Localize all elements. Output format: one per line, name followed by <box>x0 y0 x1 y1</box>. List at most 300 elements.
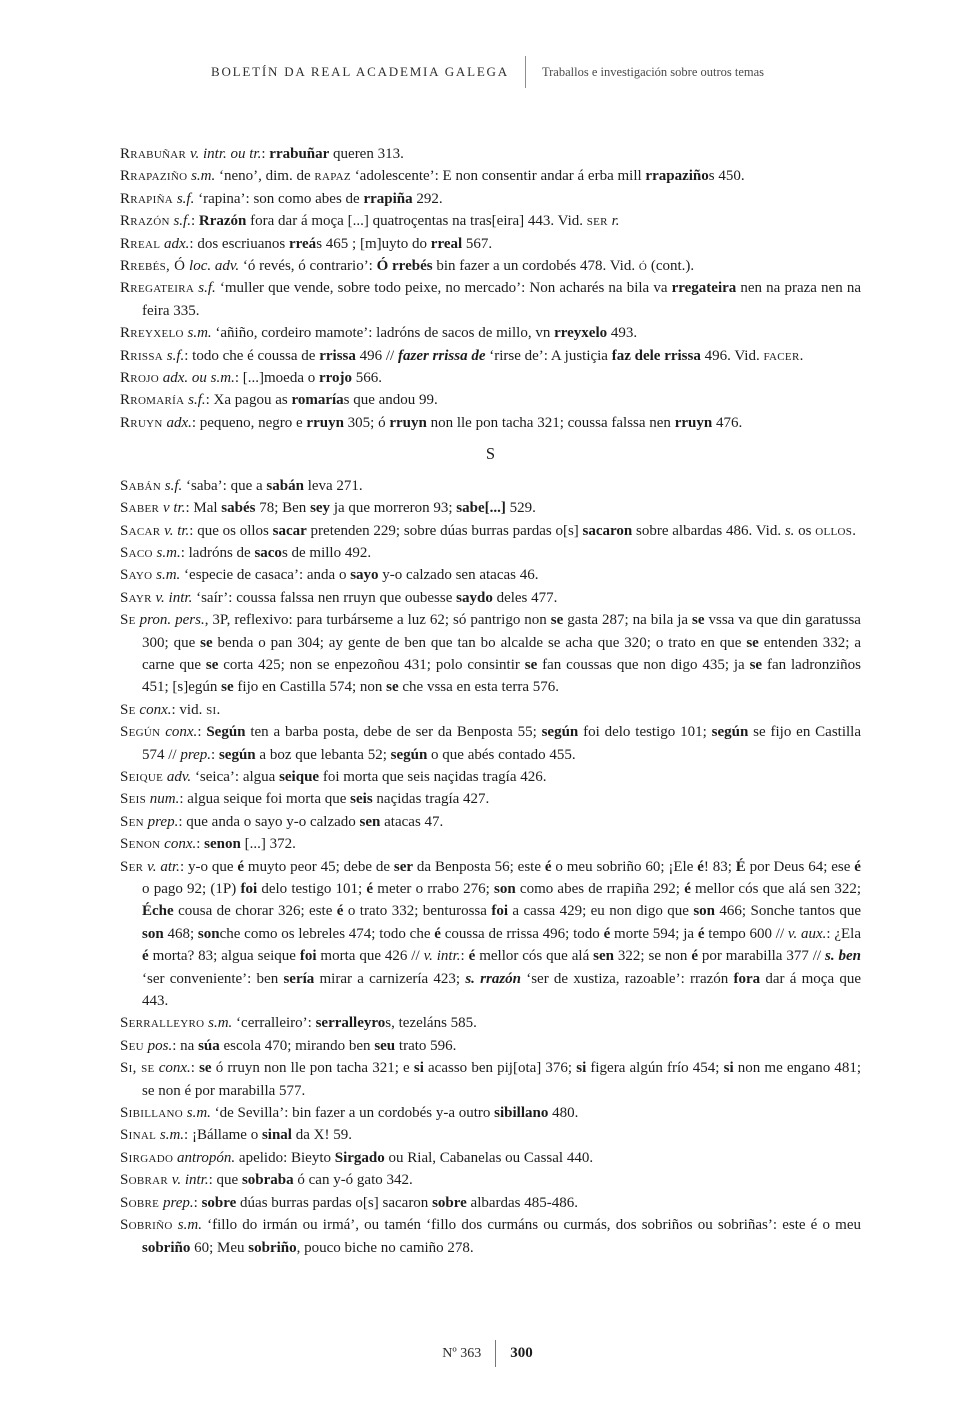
footer-divider <box>495 1340 496 1367</box>
entry-text: benda o pan 304; ay gente de ben que tan bo alcalde se acha que 320; o trato en que <box>212 634 747 651</box>
entry-text: . <box>216 701 221 718</box>
entry-text: s, tezeláns 585. <box>385 1015 477 1032</box>
entry-text: é <box>684 881 691 897</box>
entry-text: cousa de chorar 326; este <box>173 903 337 920</box>
entry-text: fan ladronziños 451; [s]egún <box>142 656 861 696</box>
entry-text: prep. <box>180 746 212 763</box>
dictionary-entry <box>120 233 861 255</box>
entry-text: se <box>221 679 234 696</box>
entry-text: son <box>142 925 164 942</box>
entry-text: pretenden 229; sobre dúas burras pardas o[s] <box>306 522 583 539</box>
entry-headword: Sayo <box>120 567 153 584</box>
entry-text: y-o calzado sen atacas 46. <box>378 567 539 584</box>
entry-text: ‘seica’: algua <box>191 768 280 785</box>
entry-text: : ¿Ela <box>826 925 861 942</box>
entry-text: faz dele rrissa <box>611 347 701 364</box>
entry-text: se <box>205 656 219 673</box>
entry-text: escola 470; mirando ben <box>219 1037 375 1054</box>
entry-text: 476. <box>712 414 743 431</box>
header-divider <box>525 56 526 88</box>
entry-text: fan coussas que non digo 435; ja <box>537 656 750 673</box>
entry-text: rrojo <box>318 370 353 387</box>
entry-text: senon <box>204 836 241 853</box>
entry-text: : que os ollos <box>189 522 273 539</box>
entry-text: ‘especie de casaca’: anda o <box>180 567 351 584</box>
entry-text: sobriño <box>248 1239 297 1256</box>
entry-text: se <box>199 1060 212 1077</box>
entry-text: sabán <box>266 477 304 494</box>
entry-text: da X! 59. <box>291 1127 352 1144</box>
entry-text: ten a barba posta, debe de ser da Benposta 55; <box>245 724 542 741</box>
entry-text: , 3P, reflexivo: para turbárseme a luz 62; só pantrigo non <box>204 612 551 629</box>
entry-headword: Se <box>120 612 136 629</box>
entry-text: é <box>434 925 441 942</box>
entry-headword: Ser <box>120 858 144 875</box>
entry-text: s.f. <box>169 213 191 230</box>
entry-text: trato 596. <box>395 1037 457 1054</box>
page-number: 300 <box>510 1345 533 1361</box>
entry-text: ja que morreron 93; <box>330 500 457 517</box>
dictionary-entry <box>120 475 861 497</box>
entry-text: fora dar á moça [...] quatroçentas na tras[eira] 443. Vid. <box>246 213 587 230</box>
entry-text: s 465 ; [m]uyto do <box>316 235 431 252</box>
entry-text: v tr. <box>159 500 186 517</box>
entry-text: : <box>190 1060 200 1077</box>
entry-text: s.m. <box>152 544 181 561</box>
entry-headword: Rrapiña <box>120 190 174 207</box>
entry-text: s.m. <box>172 1217 202 1234</box>
entry-text: ‘saír’: coussa falssa nen rruyn que oubesse <box>192 589 457 606</box>
entry-text: s de millo 492. <box>281 544 372 561</box>
entry-text: sobre <box>432 1194 467 1211</box>
entry-text: leva 271. <box>303 477 363 494</box>
entry-text: Según <box>206 724 246 741</box>
entry-text: s 450. <box>708 168 745 185</box>
entry-text: fazer rrissa de <box>397 347 486 364</box>
dictionary-entry <box>120 721 861 766</box>
entry-text: ‘neno’, dim. de <box>215 168 315 185</box>
entry-text: da Benposta 56; este <box>413 858 545 875</box>
entry-text: conx. <box>160 836 197 853</box>
entry-text: meter o rrabo 276; <box>373 881 495 897</box>
entry-text: conx. <box>154 1060 191 1077</box>
entry-headword: Seu <box>120 1037 144 1054</box>
entry-text: Sirgado <box>334 1149 385 1166</box>
entry-text: Rrazón <box>198 213 247 230</box>
entry-text: rapaz <box>314 168 351 185</box>
entry-text: serralleyro <box>315 1015 386 1032</box>
entry-headword: Rrissa <box>120 347 163 364</box>
entry-text: se <box>386 679 399 696</box>
entry-text: che como os lebreles 474; todo che <box>219 925 435 942</box>
entry-text: che vssa en esta terra 576. <box>398 679 559 696</box>
entry-text: sobre <box>201 1194 237 1211</box>
entry-text: a boz que lebanta 52; <box>255 746 391 763</box>
entry-text: rrapiña <box>363 190 413 207</box>
entry-text: é <box>468 948 476 965</box>
entry-text: ‘fillo do irmán ou irmá’, ou tamén ‘fillo dos curmáns ou curmás, dos sobriños ou sobriñas’: este é o meu <box>201 1217 861 1234</box>
entry-text: v. intr. <box>423 948 461 965</box>
entry-text: os <box>794 522 816 539</box>
entry-text: ‘rirse de’: A justiçia <box>485 347 612 364</box>
entry-text: s.m. <box>183 325 212 342</box>
entry-text: súa <box>198 1037 220 1054</box>
entry-text: É <box>735 858 746 875</box>
entry-text: : y-o que <box>179 858 238 875</box>
dictionary-entry <box>120 322 861 344</box>
entry-text: si <box>723 1060 734 1077</box>
entry-headword: Sirgado <box>120 1149 174 1166</box>
entry-text: sinal <box>261 1127 292 1144</box>
entry-text: ollos <box>815 522 853 539</box>
entry-text: : <box>190 213 199 230</box>
entry-text: naçidas tragía 427. <box>372 791 490 808</box>
entry-text: deles 477. <box>492 589 558 606</box>
entry-text: corta 425; non se enpezoñou 431; polo consintir <box>218 656 525 673</box>
entry-headword: Sobrar <box>120 1172 169 1189</box>
entry-text: rrabuñar <box>269 146 330 162</box>
entry-text: según <box>711 724 749 741</box>
entry-text: 496. Vid. <box>700 347 764 364</box>
entry-text: sibillano <box>494 1105 549 1122</box>
entry-text: o trato 332; benturossa <box>343 903 492 920</box>
entry-text: foi <box>491 903 509 920</box>
dictionary-entry <box>120 1192 861 1214</box>
entry-text: rregateira <box>671 280 737 297</box>
entry-text: entenden 332; a carne que <box>142 634 861 673</box>
entry-text: : algua seique foi morta que <box>179 791 351 808</box>
entry-text: : ¡Bállame o <box>184 1127 262 1144</box>
entry-text: ‘añiño, cordeiro mamote’: ladróns de sacos de millo, vn <box>211 325 555 342</box>
entry-text: loc. adv. <box>185 258 240 275</box>
entry-text: : <box>261 146 270 162</box>
entry-text: rruyn <box>674 414 713 431</box>
dictionary-entry <box>120 564 861 586</box>
entry-text: é <box>854 858 861 875</box>
dictionary-entry <box>120 345 861 367</box>
dictionary-entry <box>120 1124 861 1146</box>
dictionary-entry <box>120 542 861 564</box>
entry-text: é <box>691 948 698 965</box>
entry-text: prep. <box>159 1194 194 1211</box>
entry-text: sobriño <box>142 1239 191 1256</box>
entry-text: ‘rapina’: son como abes de <box>194 190 364 207</box>
entry-text: mellor cós que alá sen 322; <box>690 881 861 897</box>
entry-text: é <box>603 925 611 942</box>
entry-headword: Saber <box>120 500 160 517</box>
entry-text: atacas 47. <box>380 813 444 830</box>
entry-text: sey <box>310 500 331 517</box>
entry-text: Ó rrebés <box>376 258 433 275</box>
entry-text: foi <box>299 948 317 965</box>
entry-text: se <box>692 612 705 629</box>
dictionary-entry <box>120 389 861 411</box>
entry-text: é <box>544 858 552 875</box>
entry-text: v. intr. <box>168 1172 209 1189</box>
entry-text: s.m. <box>152 567 181 584</box>
entry-text: foi morta que seis naçidas tragía 426. <box>319 768 547 785</box>
dictionary-entry <box>120 497 861 519</box>
entry-text: 468; <box>163 925 198 942</box>
entry-text: : Mal <box>185 500 222 517</box>
entry-text: é <box>336 903 344 920</box>
entry-text: fijo en Castilla 574; non <box>233 679 387 696</box>
entry-text: é <box>237 858 245 875</box>
entry-text: como abes de rrapiña 292; <box>515 881 685 897</box>
entry-text: sabés <box>221 500 256 517</box>
entry-text: conx. <box>135 701 172 718</box>
entry-headword: Rrapaziño <box>120 168 188 185</box>
entry-text: vssa va que din garatussa 300; que <box>142 612 861 651</box>
entry-text: o que abés contado 455. <box>427 746 576 763</box>
entry-text: morta? 83; algua seique <box>148 948 300 965</box>
entry-text: : vid. <box>171 701 207 718</box>
entry-text: s.f. <box>173 190 195 207</box>
entry-text: conx. <box>160 724 198 741</box>
dictionary-entry <box>120 1057 861 1102</box>
entry-text: 60; Meu <box>190 1239 249 1256</box>
entry-text: 566. <box>352 370 383 387</box>
section-letter: S <box>485 444 496 464</box>
entry-text: s.m. <box>187 168 216 185</box>
entry-headword: Seis <box>120 791 147 808</box>
entry-text: : pequeno, negro e <box>191 414 307 431</box>
entry-text: tempo 600 // <box>704 925 788 942</box>
entry-text: se <box>524 656 538 673</box>
entry-text: seu <box>374 1037 396 1054</box>
dictionary-entry <box>120 811 861 833</box>
entry-headword: Rromaría <box>120 392 185 409</box>
entry-text: rreal <box>430 235 463 252</box>
dictionary-entry <box>120 699 861 721</box>
entry-text: ‘ser de xustiza, razoable’: rrazón <box>521 970 734 987</box>
entry-text: s.f. <box>161 477 183 494</box>
entry-text: por marabilla 377 // <box>697 948 826 965</box>
dictionary-entry <box>120 833 861 855</box>
entry-text: adv. <box>163 768 192 785</box>
entry-text: nen na praza nen na feira 335. <box>142 280 861 319</box>
entry-text: v. atr. <box>143 858 180 875</box>
entry-text: mirar a carnizería 423; <box>314 970 466 987</box>
entry-text: rruyn <box>306 414 344 431</box>
entry-text: Éche <box>142 903 174 920</box>
entry-text: (cont.). <box>647 258 695 275</box>
entry-text: v. intr. <box>151 589 193 606</box>
entry-text: coussa de rrissa 496; todo <box>440 925 604 942</box>
entry-text: según <box>390 746 428 763</box>
entry-text: adx. ou s.m. <box>159 370 235 387</box>
entry-text: queren 313. <box>329 146 404 162</box>
entry-text: : que <box>208 1172 242 1189</box>
entry-text: se <box>550 612 564 629</box>
entry-text: adx. <box>162 414 192 431</box>
entry-text: rrissa <box>319 347 356 364</box>
dictionary-entry <box>120 412 861 434</box>
entry-text: muyto peor 45; debe de <box>244 858 394 875</box>
entry-text: sen <box>593 948 614 965</box>
entry-text: según <box>541 724 579 741</box>
entry-text: ‘cerralleiro’: <box>232 1015 316 1032</box>
entry-text: s.m. <box>204 1015 233 1032</box>
entry-text: non me engano 481; se non é por marabilla 577. <box>142 1060 862 1099</box>
entry-text: : <box>460 948 469 965</box>
dictionary-entry <box>120 1102 861 1124</box>
entry-text: non lle pon tacha 321; coussa falssa nen <box>426 414 675 431</box>
dictionary-entry <box>120 856 861 1013</box>
entry-text: : <box>197 724 207 741</box>
entry-headword: Sobriño <box>120 1217 173 1234</box>
entry-headword: Sen <box>120 813 144 830</box>
entry-text: según <box>218 746 256 763</box>
entry-text: pron. pers. <box>135 612 205 629</box>
dictionary-entry <box>120 766 861 788</box>
entry-text: . <box>852 522 856 539</box>
entry-text: : <box>211 746 219 763</box>
entry-text: sobraba <box>241 1172 294 1189</box>
entry-headword: Sayr <box>120 589 152 606</box>
entry-text: 322; se non <box>614 948 692 965</box>
entry-headword: Sabán <box>120 477 162 494</box>
entry-text: dar á moça que 443. <box>142 970 862 1010</box>
entry-text: son <box>494 881 516 897</box>
entry-headword: Rrabuñar <box>120 146 187 162</box>
entry-text: por Deus 64; ese <box>745 858 855 875</box>
entry-text: sobre albardas 486. Vid. <box>632 522 785 539</box>
entry-headword: Rreal <box>120 235 161 252</box>
entry-text: ‘saba’: que a <box>182 477 267 494</box>
entry-text: a cassa 429; eu non digo que <box>508 903 694 920</box>
entry-text: romaría <box>291 392 344 409</box>
entry-headword: Según <box>120 724 161 741</box>
entry-text: : todo che é coussa de <box>184 347 320 364</box>
dictionary-entry <box>120 520 861 542</box>
entry-text: sayo <box>350 567 379 584</box>
entry-text: ser <box>393 858 414 875</box>
entry-headword: Rrebés, Ó <box>120 258 186 275</box>
entry-text: bin fazer a un cordobés 478. Vid. <box>432 258 639 275</box>
entry-text: é <box>697 858 704 875</box>
entry-text: s. rrazón <box>465 970 521 987</box>
entry-text: sacar <box>272 522 307 539</box>
entry-text: é <box>366 881 374 897</box>
dictionary-entry <box>120 143 861 165</box>
entry-text: : dos escriuanos <box>189 235 289 252</box>
entry-text: ‘de Sevilla’: bin fazer a un cordobés y-a outro <box>210 1105 495 1122</box>
entry-text: num. <box>146 791 180 808</box>
entry-text: sería <box>283 970 315 987</box>
entry-text: sabe[...] <box>456 500 506 517</box>
entry-headword: Saco <box>120 544 153 561</box>
dictionary-entry <box>120 587 861 609</box>
page-header <box>0 56 975 88</box>
entry-text: ó <box>638 258 648 275</box>
entry-text: foi <box>240 881 258 897</box>
entry-text: se <box>200 634 213 651</box>
entry-text: 496 // <box>355 347 398 364</box>
entry-text: : Xa pagou as <box>205 392 292 409</box>
entry-text: 466; Sonche tantos que <box>715 903 861 920</box>
dictionary-entry <box>120 609 861 699</box>
entry-text: s.m. <box>156 1127 185 1144</box>
entry-text: s.f. <box>184 392 206 409</box>
entry-text: s que andou 99. <box>343 392 438 409</box>
entry-text: ! 83; <box>703 858 736 875</box>
dictionary-entry <box>120 367 861 389</box>
entry-headword: Rregateira <box>120 280 195 297</box>
dictionary-entry <box>120 255 861 277</box>
entry-text: si <box>206 701 217 718</box>
entry-text: apelido: Bieyto <box>235 1149 335 1166</box>
entry-headword: Rrazón <box>120 213 170 230</box>
entry-headword: Rruyn <box>120 414 163 431</box>
dictionary-content <box>120 143 861 1259</box>
entry-text: si <box>576 1060 587 1077</box>
page-footer <box>0 1340 975 1367</box>
entry-text: fora <box>733 970 761 987</box>
entry-text: : <box>193 1194 202 1211</box>
entry-text: se <box>746 634 759 651</box>
entry-text: é <box>142 948 149 965</box>
entry-text: ser <box>586 213 608 230</box>
entry-text: dúas burras pardas o[s] sacaron <box>236 1194 433 1211</box>
entry-headword: Rrojo <box>120 370 160 387</box>
dictionary-entry <box>120 788 861 810</box>
journal-title: BOLETÍN DA REAL ACADEMIA GALEGA <box>210 64 509 79</box>
dictionary-entry <box>120 210 861 232</box>
entry-headword: Si, se <box>120 1060 155 1077</box>
dictionary-entry <box>120 1214 861 1259</box>
entry-text: rreá <box>288 235 317 252</box>
entry-text: 529. <box>505 500 536 517</box>
entry-text: adx. <box>160 235 190 252</box>
header-section-title: Traballos e investigación sobre outros temas <box>541 64 765 79</box>
entry-text: albardas 485-486. <box>466 1194 579 1211</box>
entry-headword: Sacar <box>120 522 161 539</box>
entry-text: se <box>749 656 763 673</box>
entry-text: : na <box>172 1037 199 1054</box>
entry-text: v. tr. <box>160 522 190 539</box>
entry-text: seis <box>350 791 373 808</box>
entry-text: 305; ó <box>343 414 390 431</box>
entry-text: s. ben <box>825 948 862 965</box>
entry-text: o meu sobriño 60; ¡Ele <box>551 858 698 875</box>
entry-text: v. intr. ou tr. <box>186 146 262 162</box>
entry-text: pos. <box>143 1037 173 1054</box>
entry-text: antropón. <box>173 1149 236 1166</box>
entry-text: [...] 372. <box>240 836 296 853</box>
entry-text: 292. <box>412 190 443 207</box>
entry-text: v. aux. <box>787 925 827 942</box>
entry-text: ‘adolescente’: E non consentir andar á erba mill <box>350 168 646 185</box>
entry-text: saydo <box>456 589 493 606</box>
entry-headword: Sinal <box>120 1127 157 1144</box>
entry-headword: Sibillano <box>120 1105 183 1122</box>
dictionary-entry <box>120 1169 861 1191</box>
entry-text: se fijo en Castilla 574 // <box>142 724 861 763</box>
entry-text: gasta 287; na bila ja <box>563 612 693 629</box>
entry-text: r. <box>607 213 620 230</box>
entry-text: ‘ser conveniente’: ben <box>142 970 284 987</box>
dictionary-entry <box>120 165 861 187</box>
entry-text: morte 594; ja <box>610 925 698 942</box>
entry-text: figera algún frío 454; <box>586 1060 724 1077</box>
entry-text: sen <box>359 813 381 830</box>
issue-number: Nº 363 <box>442 1345 482 1361</box>
entry-text: mellor cós que alá <box>475 948 594 965</box>
entry-text: 480. <box>548 1105 579 1122</box>
dictionary-entry <box>120 1147 861 1169</box>
entry-text: facer <box>763 347 800 364</box>
